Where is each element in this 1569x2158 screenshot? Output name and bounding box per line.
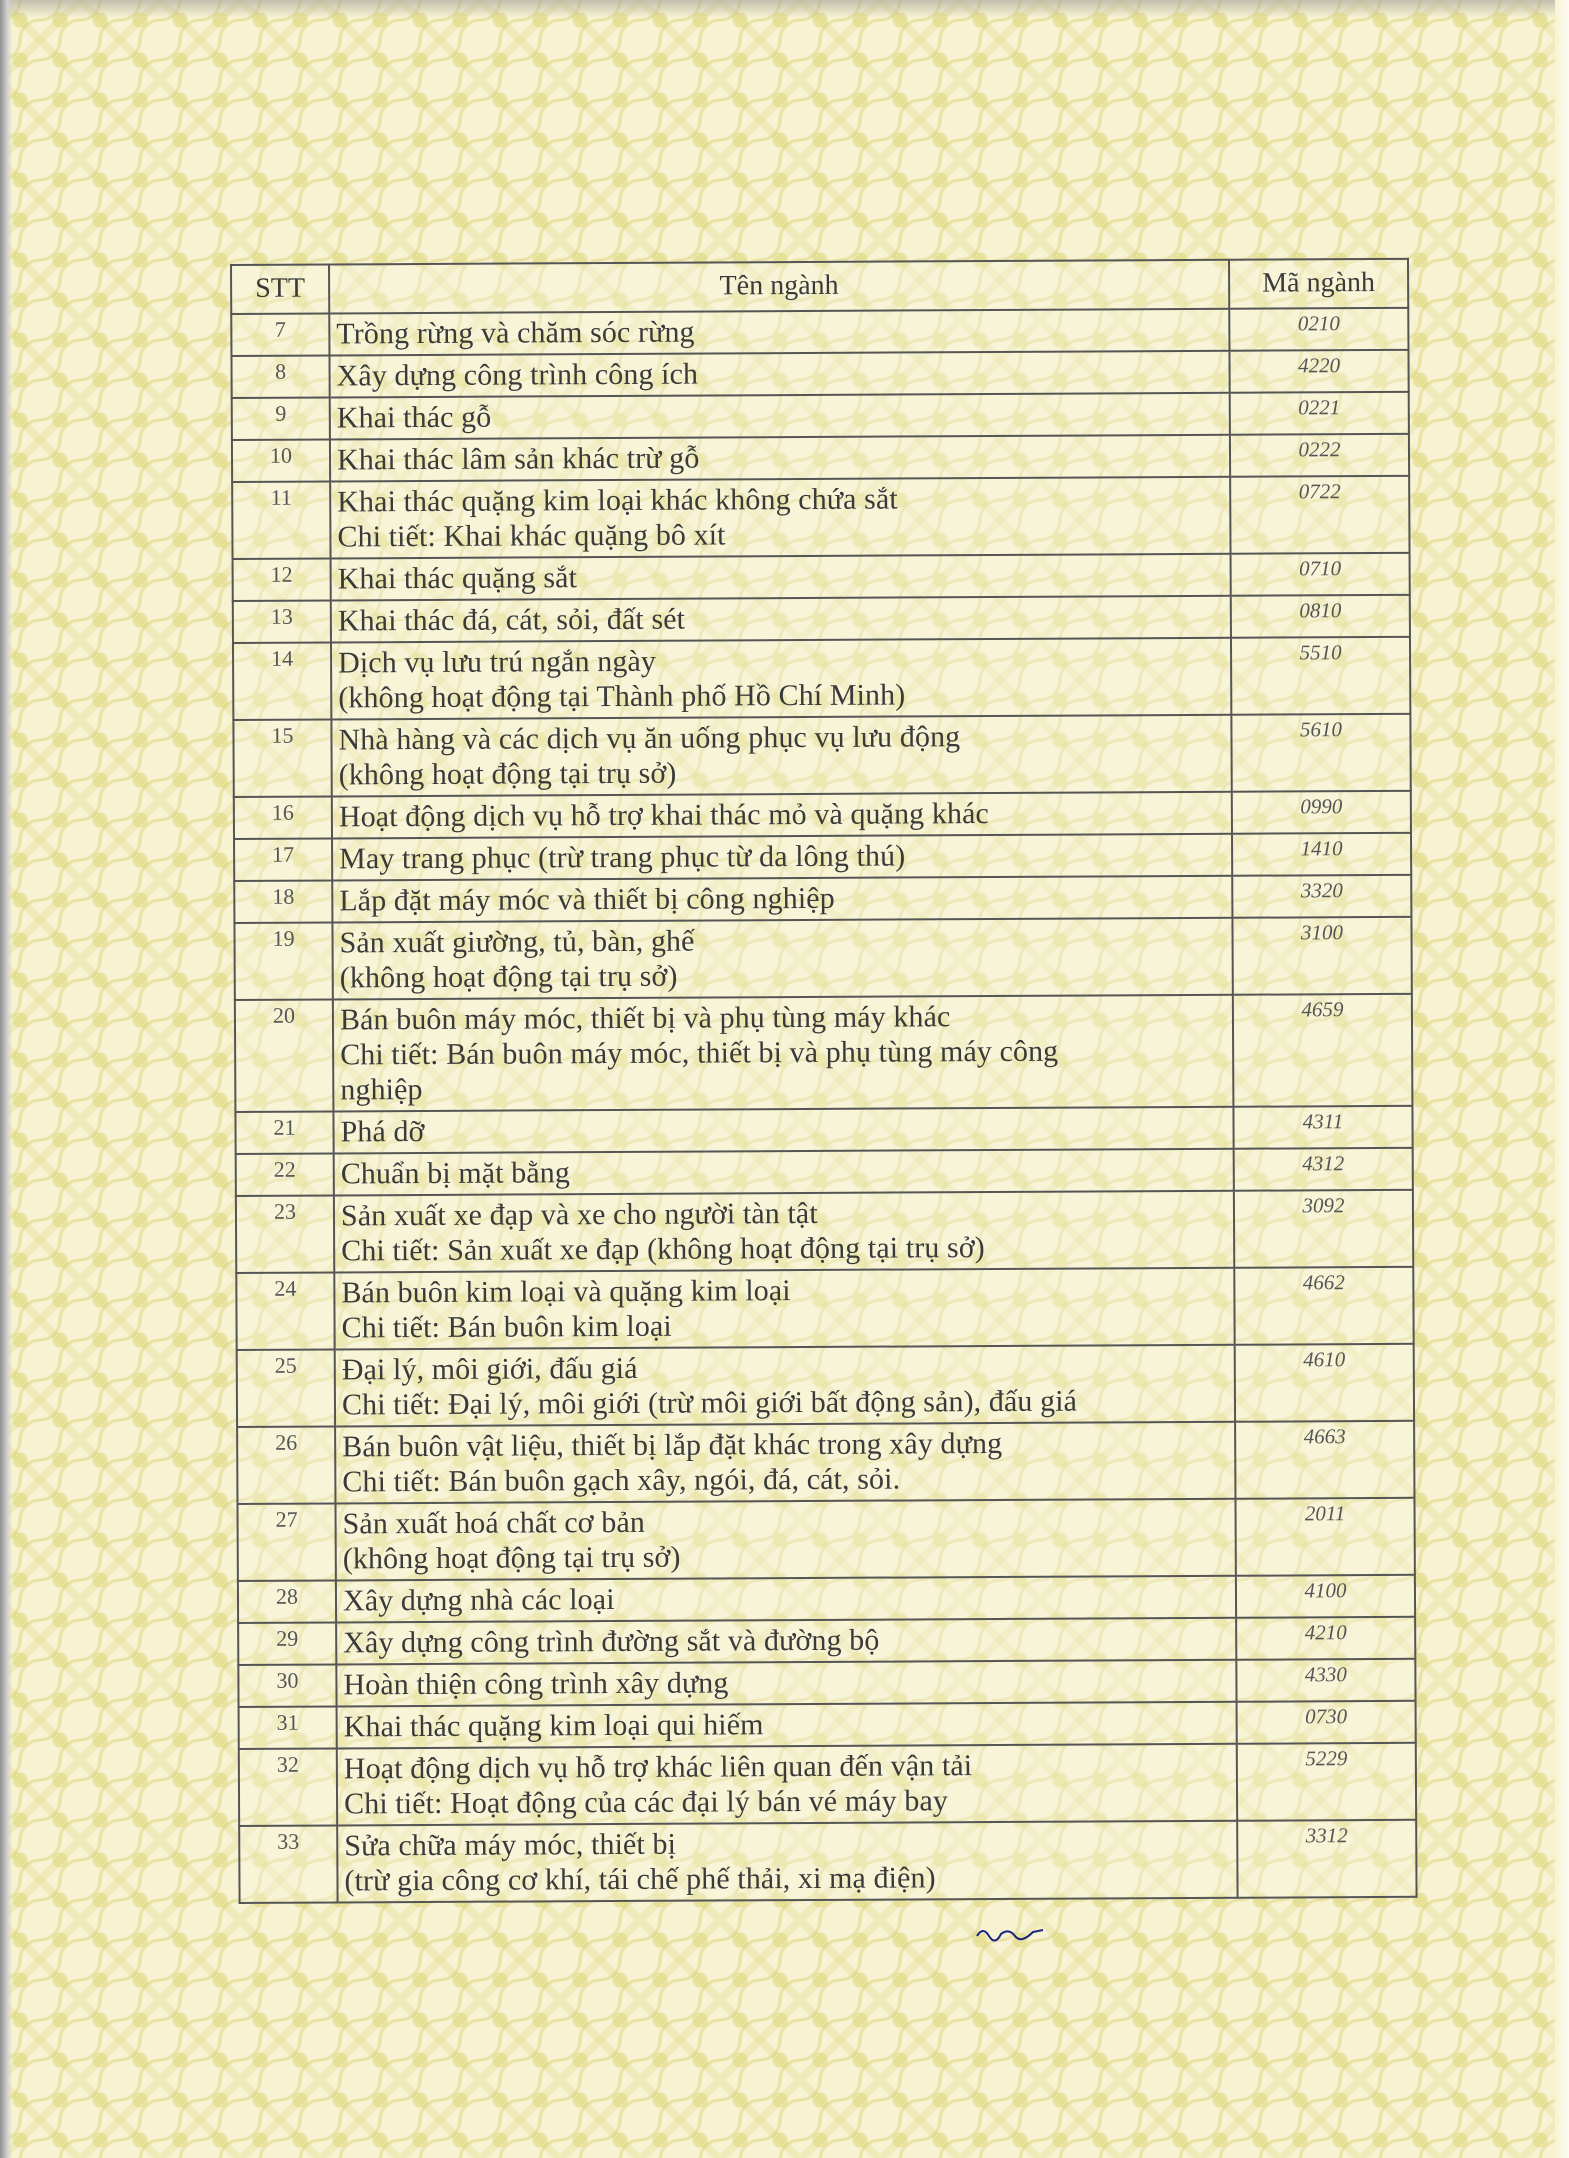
table-body (231, 308, 1416, 1903)
table-row (236, 1148, 1413, 1196)
row-name-line: Sản xuất giường, tủ, bàn, ghế (339, 924, 695, 960)
row-code: 3320 (1232, 875, 1411, 918)
row-name-line: Xây dựng nhà các loại (342, 1583, 615, 1618)
row-stt: 14 (233, 642, 331, 720)
table-row (238, 1617, 1415, 1665)
row-name-line: Hoạt động dịch vụ hỗ trợ khai thác mỏ và quặng khác (338, 797, 989, 834)
row-name (337, 1821, 1237, 1903)
row-name (332, 876, 1232, 923)
row-stt: 32 (239, 1748, 337, 1826)
row-stt: 29 (238, 1622, 336, 1665)
row-code: 4663 (1235, 1421, 1414, 1499)
row-stt: 11 (232, 481, 330, 559)
row-name-line: Chi tiết: Hoạt động của các đại lý bán vé máy bay (343, 1784, 949, 1821)
row-stt: 26 (237, 1426, 335, 1504)
row-code: 2011 (1235, 1498, 1414, 1576)
row-stt: 28 (238, 1580, 336, 1623)
row-code: 5610 (1231, 714, 1410, 792)
row-name (335, 1345, 1235, 1427)
row-name-line: Hoàn thiện công trình xây dựng (343, 1666, 729, 1702)
table-row (233, 714, 1410, 797)
row-code: 0722 (1230, 476, 1409, 554)
row-stt: 30 (238, 1664, 336, 1707)
table-row (235, 1106, 1412, 1154)
row-code: 4311 (1233, 1106, 1412, 1149)
row-name-line: Chi tiết: Bán buôn máy móc, thiết bị và phụ tùng máy công (340, 1034, 1059, 1072)
row-name (334, 1191, 1234, 1273)
row-code: 4100 (1236, 1575, 1415, 1618)
row-name-line: Chi tiết: Khai khác quặng bô xít (337, 518, 726, 554)
table-row (234, 917, 1411, 1000)
scan-top-shadow (0, 0, 1569, 18)
row-name-line: Chi tiết: Sản xuất xe đạp (không hoạt động tại trụ sở) (341, 1231, 985, 1268)
row-name (334, 1268, 1234, 1350)
row-stt: 27 (237, 1503, 335, 1581)
row-name-line: Phá dỡ (340, 1114, 425, 1149)
row-name (332, 918, 1232, 1000)
row-code: 0221 (1230, 392, 1409, 435)
row-stt: 15 (233, 719, 331, 797)
table-row (233, 553, 1410, 601)
row-name-line: Dịch vụ lưu trú ngắn ngày (338, 644, 657, 680)
row-name (332, 792, 1232, 839)
row-stt: 17 (234, 838, 332, 881)
row-name (329, 351, 1229, 398)
table-row (232, 392, 1409, 440)
table-row (234, 833, 1411, 881)
row-stt: 21 (235, 1111, 333, 1154)
header-code: Mã ngành (1229, 259, 1408, 309)
table-row (239, 1820, 1416, 1903)
row-name-line: (trừ gia công cơ khí, tái chế phế thải, xi mạ điện) (344, 1861, 936, 1898)
scan-right-edge (1555, 0, 1569, 2158)
table-row (231, 308, 1408, 356)
row-name (335, 1499, 1235, 1581)
row-code: 4220 (1229, 350, 1408, 393)
row-stt: 12 (233, 558, 331, 601)
row-name-line: Khai thác gỗ (336, 400, 492, 435)
row-code: 5229 (1237, 1743, 1416, 1821)
row-code: 3100 (1232, 917, 1411, 995)
row-code: 0210 (1229, 308, 1408, 351)
row-stt: 19 (234, 922, 332, 1000)
row-name-line: Khai thác lâm sản khác trừ gỗ (336, 441, 700, 477)
row-name-line: Đại lý, môi giới, đấu giá (341, 1351, 638, 1387)
row-name-line: (không hoạt động tại trụ sở) (342, 1540, 681, 1576)
row-name-line: nghiệp (340, 1073, 423, 1107)
row-name-line: Trồng rừng và chăm sóc rừng (336, 315, 695, 351)
header-stt: STT (231, 264, 329, 314)
row-name-line: Xây dựng công trình đường sắt và đường bộ (343, 1623, 880, 1660)
row-stt: 31 (239, 1706, 337, 1749)
signature-mark (975, 1922, 1045, 1946)
row-stt: 23 (236, 1195, 334, 1273)
row-name-line: Chi tiết: Đại lý, môi giới (trừ môi giới bất động sản), đấu giá (341, 1384, 1078, 1422)
table-row (236, 1190, 1413, 1273)
row-name-line: (không hoạt động tại trụ sở) (339, 959, 678, 995)
row-name-line: Khai thác quặng sắt (337, 561, 578, 596)
row-name-line: Chi tiết: Bán buôn gạch xây, ngói, đá, cát, sỏi. (342, 1462, 901, 1499)
row-name (331, 554, 1231, 601)
row-name-line: Lắp đặt máy móc và thiết bị công nghiệp (339, 881, 835, 918)
table-row (234, 875, 1411, 923)
row-name (332, 834, 1232, 881)
row-name-line: Khai thác đá, cát, sỏi, đất sét (337, 602, 686, 638)
table-row (233, 595, 1410, 643)
row-code: 0222 (1230, 434, 1409, 477)
row-stt: 10 (232, 439, 330, 482)
row-name-line: Khai thác quặng kim loại khác không chứa sắt (337, 482, 898, 519)
row-stt: 24 (236, 1272, 334, 1350)
row-code: 4659 (1233, 994, 1413, 1107)
row-stt: 25 (237, 1349, 335, 1427)
row-name (336, 1576, 1236, 1623)
row-stt: 18 (234, 880, 332, 923)
table-row (232, 434, 1409, 482)
row-code: 0810 (1231, 595, 1410, 638)
table-row (235, 994, 1413, 1112)
table-row (233, 637, 1410, 720)
row-name (337, 1702, 1237, 1749)
row-name (335, 1422, 1235, 1504)
table-row (236, 1267, 1413, 1350)
row-name-line: Hoạt động dịch vụ hỗ trợ khác liên quan đến vận tải (343, 1749, 973, 1786)
row-name-line: Bán buôn vật liệu, thiết bị lắp đặt khác trong xây dựng (342, 1426, 1003, 1464)
row-stt: 7 (231, 313, 329, 356)
row-name (331, 715, 1231, 797)
table-row (232, 476, 1409, 559)
row-name-line: Bán buôn kim loại và quặng kim loại (341, 1274, 791, 1310)
table-row (237, 1421, 1414, 1504)
header-name: Tên ngành (329, 260, 1229, 314)
table-row (231, 350, 1408, 398)
row-name-line: Sản xuất hoá chất cơ bản (342, 1505, 646, 1541)
row-code: 3092 (1234, 1190, 1413, 1268)
row-stt: 16 (234, 796, 332, 839)
row-stt: 22 (236, 1153, 334, 1196)
row-name-line: May trang phục (trừ trang phục từ da lông thú) (339, 839, 906, 876)
row-name (330, 393, 1230, 440)
table-row (234, 791, 1411, 839)
row-code: 4210 (1236, 1617, 1415, 1660)
row-code: 0990 (1232, 791, 1411, 834)
table-row (239, 1701, 1416, 1749)
row-code: 1410 (1232, 833, 1411, 876)
row-code: 0730 (1237, 1701, 1416, 1744)
row-name-line: Khai thác quặng kim loại qui hiếm (343, 1708, 764, 1744)
row-name-line: Xây dựng công trình công ích (336, 357, 699, 393)
row-name-line: Bán buôn máy móc, thiết bị và phụ tùng máy khác (339, 1000, 951, 1037)
row-name (336, 1618, 1236, 1665)
row-code: 4330 (1236, 1659, 1415, 1702)
row-stt: 13 (233, 600, 331, 643)
row-name (331, 596, 1231, 643)
row-name-line: Sửa chữa máy móc, thiết bị (344, 1827, 677, 1863)
table-row (238, 1575, 1415, 1623)
row-name-line: (không hoạt động tại Thành phố Hồ Chí Minh) (338, 678, 906, 715)
row-code: 5510 (1231, 637, 1410, 715)
row-name (330, 435, 1230, 482)
row-code: 4662 (1234, 1267, 1413, 1345)
row-stt: 20 (235, 999, 334, 1112)
table-row (237, 1498, 1414, 1581)
table-row (237, 1344, 1414, 1427)
row-name (329, 309, 1229, 356)
row-name-line: Sản xuất xe đạp và xe cho người tàn tật (340, 1196, 818, 1233)
row-stt: 9 (232, 397, 330, 440)
row-code: 4312 (1234, 1148, 1413, 1191)
row-code: 4610 (1235, 1344, 1414, 1422)
row-name-line: Chuẩn bị mặt bằng (340, 1156, 571, 1191)
row-code: 3312 (1237, 1820, 1416, 1898)
row-name (333, 995, 1234, 1112)
row-name-line: Nhà hàng và các dịch vụ ăn uống phục vụ lưu động (338, 720, 961, 757)
table-row (238, 1659, 1415, 1707)
row-name (336, 1660, 1236, 1707)
row-code: 0710 (1231, 553, 1410, 596)
row-name (331, 638, 1231, 720)
row-stt: 33 (239, 1825, 337, 1903)
row-name-line: (không hoạt động tại trụ sở) (338, 756, 677, 792)
row-stt: 8 (231, 355, 329, 398)
business-lines-table (230, 258, 1418, 1904)
table-header-row (231, 259, 1408, 314)
row-name (330, 477, 1230, 559)
row-name (333, 1107, 1233, 1154)
row-name-line: Chi tiết: Bán buôn kim loại (341, 1309, 672, 1345)
row-name (337, 1744, 1237, 1826)
row-name (334, 1149, 1234, 1196)
table-row (239, 1743, 1416, 1826)
scan-left-edge (0, 0, 12, 2158)
